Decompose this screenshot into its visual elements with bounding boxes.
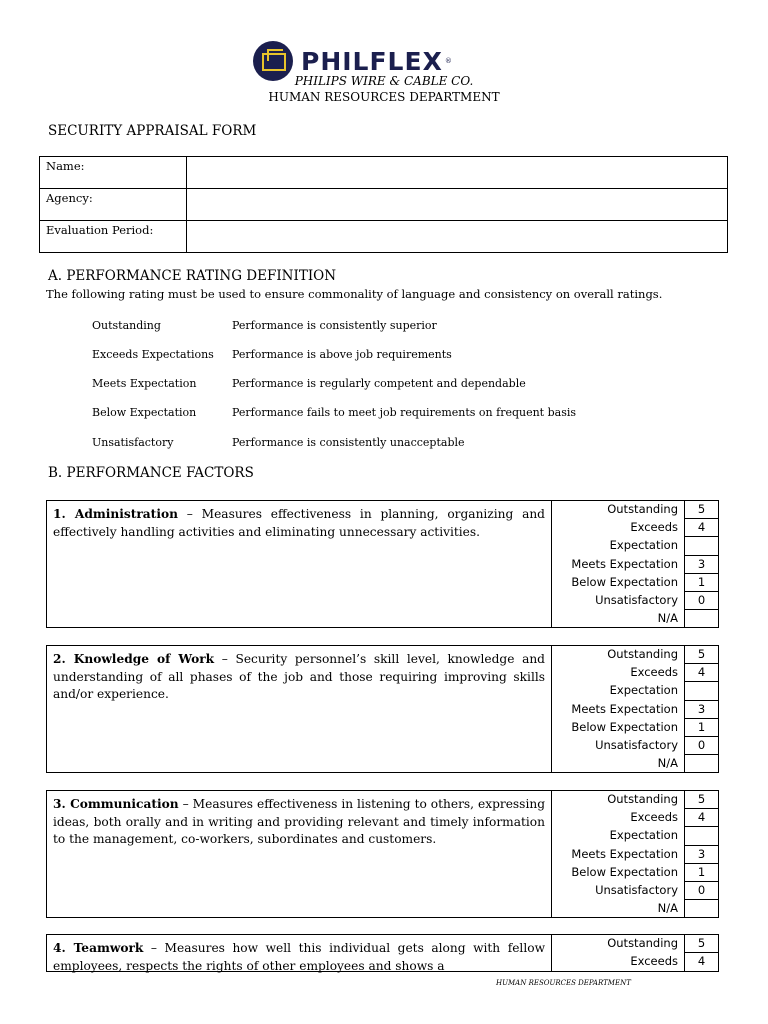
rating-label: Exceeds	[630, 520, 678, 535]
rating-label: Meets Expectation	[571, 556, 678, 571]
evaluation-period-label: Evaluation Period:	[40, 221, 187, 253]
rating-row-outstanding[interactable]	[553, 501, 718, 519]
rating-score-box[interactable]: 3	[684, 556, 718, 574]
rating-row-meets[interactable]	[553, 701, 718, 719]
factor-description	[47, 501, 552, 627]
rating-row-outstanding[interactable]	[553, 791, 718, 809]
definition-term: Below Expectation	[92, 406, 197, 419]
rating-scale	[553, 791, 718, 918]
rating-score-box[interactable]: 4	[684, 953, 718, 971]
rating-label: Expectation	[609, 828, 678, 843]
rating-row-outstanding[interactable]	[553, 935, 718, 953]
rating-row-below[interactable]	[553, 864, 718, 882]
rating-score-box[interactable]	[684, 537, 718, 555]
rating-row-expectation	[553, 537, 718, 555]
factor-text: – Measures effectiveness in planning, organizing and effectively handling activities and eliminating unnecessary activities.	[53, 507, 545, 539]
rating-score-box[interactable]	[684, 900, 718, 918]
factor-title: 4. Teamwork	[53, 941, 144, 955]
definition-term: Exceeds Expectations	[92, 348, 214, 361]
rating-score-box[interactable]: 0	[684, 882, 718, 900]
rating-row-expectation	[553, 827, 718, 845]
rating-score-box[interactable]: 1	[684, 574, 718, 592]
registered-mark: ®	[444, 57, 452, 65]
rating-label: Unsatisfactory	[595, 737, 678, 752]
rating-score-box[interactable]: 3	[684, 846, 718, 864]
rating-label: Exceeds	[630, 954, 678, 969]
rating-score-box[interactable]: 4	[684, 664, 718, 682]
rating-score-box[interactable]	[684, 610, 718, 628]
rating-label: Exceeds	[630, 810, 678, 825]
definition-term: Unsatisfactory	[92, 436, 174, 449]
factor-description	[47, 935, 552, 971]
rating-row-below[interactable]	[553, 719, 718, 737]
rating-score-box[interactable]: 4	[684, 809, 718, 827]
form-title: SECURITY APPRAISAL FORM	[48, 123, 257, 139]
factor-knowledge-of-work	[46, 645, 719, 773]
factor-teamwork	[46, 934, 719, 972]
rating-row-na[interactable]	[553, 900, 718, 918]
definition-desc: Performance is consistently unacceptable	[232, 436, 465, 449]
company-name: PHILIPS WIRE & CABLE CO.	[294, 74, 474, 88]
definition-term: Meets Expectation	[92, 377, 197, 390]
rating-row-exceeds[interactable]	[553, 953, 718, 971]
section-a-title: A. PERFORMANCE RATING DEFINITION	[48, 268, 337, 284]
rating-label: Expectation	[609, 683, 678, 698]
rating-row-unsatisfactory[interactable]	[553, 882, 718, 900]
rating-score-box[interactable]: 1	[684, 864, 718, 882]
rating-label: Unsatisfactory	[595, 592, 678, 607]
rating-label: Below Expectation	[571, 719, 678, 734]
factor-administration	[46, 500, 719, 628]
rating-score-box[interactable]: 3	[684, 701, 718, 719]
definition-desc: Performance fails to meet job requirements on frequent basis	[232, 406, 577, 419]
rating-score-box[interactable]: 0	[684, 592, 718, 610]
rating-row-unsatisfactory[interactable]	[553, 592, 718, 610]
definition-desc: Performance is consistently superior	[232, 319, 437, 332]
rating-score-box[interactable]	[684, 827, 718, 845]
rating-row-meets[interactable]	[553, 556, 718, 574]
rating-label: Exceeds	[630, 665, 678, 680]
definition-term: Outstanding	[92, 319, 161, 332]
rating-scale	[553, 501, 718, 628]
rating-label: Expectation	[609, 538, 678, 553]
employee-info-table	[39, 156, 728, 253]
rating-score-box[interactable]	[684, 755, 718, 773]
rating-row-exceeds[interactable]	[553, 809, 718, 827]
rating-label: N/A	[657, 611, 678, 626]
section-b-title: B. PERFORMANCE FACTORS	[48, 465, 254, 481]
rating-label: Below Expectation	[571, 574, 678, 589]
rating-row-expectation	[553, 682, 718, 700]
rating-score-box[interactable]: 5	[684, 791, 718, 809]
rating-row-outstanding[interactable]	[553, 646, 718, 664]
section-a-intro: The following rating must be used to ensure commonality of language and consistency on overall ratings.	[46, 287, 663, 301]
info-row-period	[40, 221, 728, 253]
rating-score-box[interactable]: 5	[684, 501, 718, 519]
department-name: HUMAN RESOURCES DEPARTMENT	[268, 90, 500, 104]
rating-row-na[interactable]	[553, 610, 718, 628]
brand-name: PHILFLEX	[301, 46, 443, 76]
factor-title: 3. Communication	[53, 797, 179, 811]
rating-score-box[interactable]	[684, 682, 718, 700]
rating-row-meets[interactable]	[553, 846, 718, 864]
rating-label: Unsatisfactory	[595, 882, 678, 897]
rating-label: Outstanding	[607, 647, 678, 661]
rating-score-box[interactable]: 0	[684, 737, 718, 755]
factor-title: 1. Administration	[53, 507, 178, 521]
rating-label: Meets Expectation	[571, 701, 678, 716]
rating-row-unsatisfactory[interactable]	[553, 737, 718, 755]
info-row-name	[40, 157, 728, 189]
factor-text: – Measures effectiveness in listening to others, expressing ideas, both orally and in writing and providing relevant and timely information to the management, co-workers, subordinates and customers.	[53, 797, 545, 846]
factor-communication	[46, 790, 719, 918]
rating-score-box[interactable]: 4	[684, 519, 718, 537]
name-field[interactable]	[187, 157, 728, 189]
definition-desc: Performance is regularly competent and dependable	[232, 377, 526, 390]
rating-row-exceeds[interactable]	[553, 664, 718, 682]
name-label: Name:	[40, 157, 187, 189]
rating-label: Outstanding	[607, 936, 678, 950]
rating-scale	[553, 935, 718, 971]
rating-row-exceeds[interactable]	[553, 519, 718, 537]
definition-desc: Performance is above job requirements	[232, 348, 452, 361]
rating-label: N/A	[657, 901, 678, 916]
footer-department: HUMAN RESOURCES DEPARTMENT	[496, 979, 631, 987]
agency-field[interactable]	[187, 189, 728, 221]
rating-label: N/A	[657, 756, 678, 771]
rating-score-box[interactable]: 5	[684, 646, 718, 664]
rating-label: Outstanding	[607, 502, 678, 516]
info-row-agency	[40, 189, 728, 221]
rating-score-box[interactable]: 1	[684, 719, 718, 737]
rating-scale	[553, 646, 718, 773]
rating-row-na[interactable]	[553, 755, 718, 773]
rating-row-below[interactable]	[553, 574, 718, 592]
factor-text: – Measures how well this individual gets along with fellow employees, respects the rights of other employees and shows a	[53, 941, 545, 973]
evaluation-period-field[interactable]	[187, 221, 728, 253]
agency-label: Agency:	[40, 189, 187, 221]
rating-score-box[interactable]: 5	[684, 935, 718, 953]
factor-description	[47, 791, 552, 917]
factor-description	[47, 646, 552, 772]
rating-label: Meets Expectation	[571, 846, 678, 861]
rating-label: Below Expectation	[571, 864, 678, 879]
factor-title: 2. Knowledge of Work	[53, 652, 215, 666]
factor-text: – Security personnel’s skill level, knowledge and understanding of all phases of the job and those requiring improving skills and/or experience.	[53, 652, 545, 701]
rating-label: Outstanding	[607, 792, 678, 806]
